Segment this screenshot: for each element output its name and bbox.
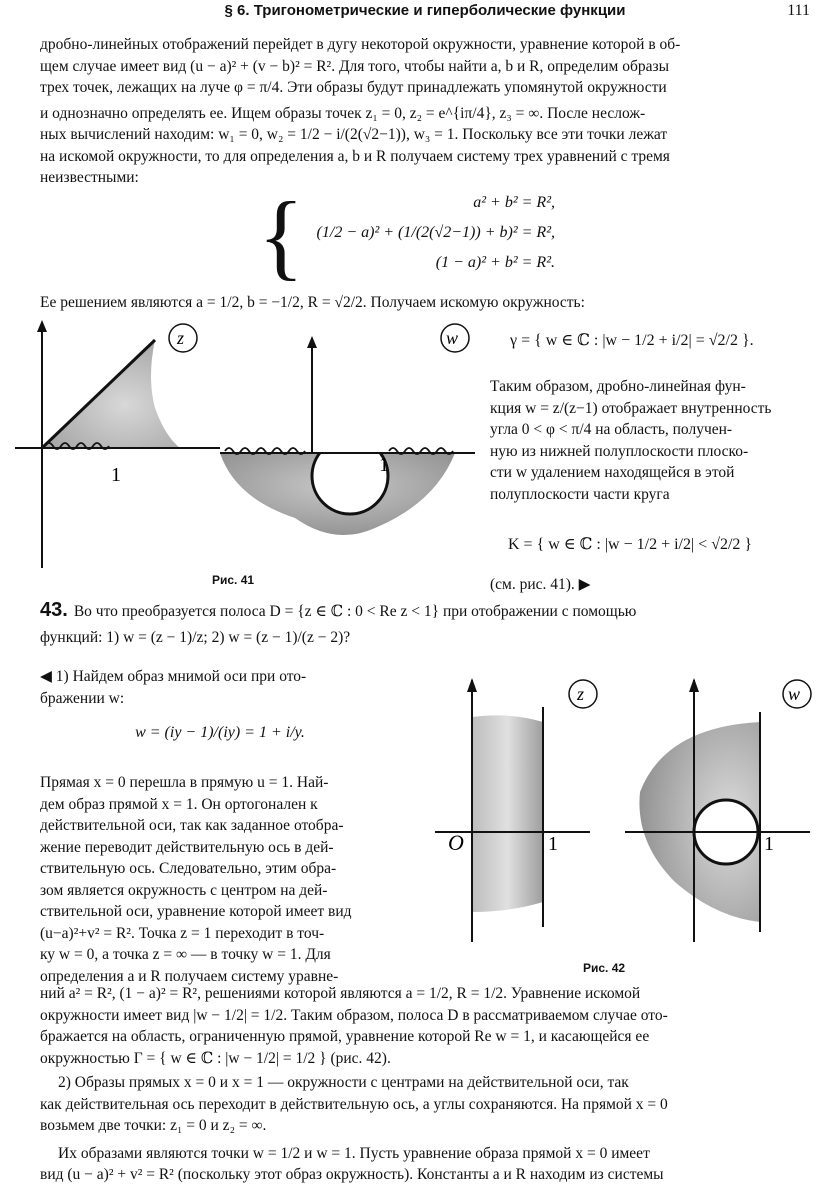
equation-line: (1/2 − a)² + (1/(2(√2−1)) + b)² = R², (316, 224, 555, 241)
formula-w: w = (iy − 1)/(iy) = 1 + i/y. (135, 724, 305, 741)
page-header (40, 2, 810, 24)
K-formula: K = { w ∈ ℂ : |w − 1/2 + i/2| < √2/2 } (508, 536, 753, 553)
text-line: бражении w: (40, 689, 125, 707)
text-line: ных вычислений находим: w₁ = 0, w₂ = 1/2 − i/(2(√2−1)), w₃ = 1. Поскольку все эти точки лежат (40, 126, 668, 143)
equation-system (285, 190, 555, 276)
fig41-reference: (см. рис. 41). ▶ (490, 576, 591, 593)
solution-1-end (40, 983, 814, 1069)
tick-1-w: 1 (764, 833, 774, 855)
text-line: бражается на область, ограниченную прямой, уравнение которой Re w = 1, и касающейся ее (40, 1028, 650, 1045)
text-line: дробно-линейных отображений перейдет в дугу некоторой окружности, уравнение которой в об- (40, 36, 681, 53)
text-line: Их образами являются точки w = 1/2 и w = 1. Пусть уравнение образа прямой x = 0 имеет (58, 1144, 650, 1162)
text-line: 2) Образы прямых x = 0 и x = 1 — окружности с центрами на действительной оси, так (58, 1074, 629, 1091)
equation-line: a² + b² = R², (473, 194, 555, 211)
equation-line: (1 − a)² + b² = R². (435, 254, 555, 271)
gamma-formula: γ = { w ∈ ℂ : |w − 1/2 + i/2| = √2/2 }. (510, 332, 754, 349)
text-line: Таким образом, дробно-линейная фун- (490, 378, 746, 395)
page-number: 111 (787, 2, 810, 19)
text-line: определения a и R получаем систему уравне- (40, 967, 339, 985)
solution-1-body (40, 772, 400, 987)
text-line: ствительной оси, уравнение которой имеет вид (40, 903, 352, 920)
strip-region (472, 715, 543, 912)
tick-1-z: 1 (548, 833, 558, 855)
text-line: щем случае имеет вид (u − a)² + (v − b)² = R². Для того, чтобы найти a, b и R, определим образы (40, 57, 670, 75)
figure-42-caption: Рис. 42 (583, 961, 626, 975)
text-line: сти w удалением находящейся в этой (490, 464, 735, 481)
text-line: ◀ 1) Найдем образ мнимой оси при ото- (40, 668, 307, 685)
origin-label: O (448, 830, 464, 855)
text-line: жение переводит действительную ось в дей- (40, 838, 334, 856)
label-w: w (788, 684, 801, 704)
text-line: возьмем две точки: z₁ = 0 и z₂ = ∞. (40, 1117, 267, 1134)
solution-line: Ее решением являются a = 1/2, b = −1/2, R = √2/2. Получаем искомую окружность: (40, 294, 585, 311)
problem-statement-2: функций: 1) w = (z − 1)/z; 2) w = (z − 1)/(z − 2)? (40, 628, 351, 646)
system-brace: { (258, 182, 305, 289)
text-line: ний a² = R², (1 − a)² = R², решениями которой являются a = 1/2, R = 1/2. Уравнение искомой (40, 985, 641, 1002)
text-line: угла 0 < φ < π/4 на область, получен- (490, 421, 733, 438)
text-line: Прямая x = 0 перешла в прямую u = 1. Най- (40, 774, 329, 791)
text-line: полуплоскости части круга (490, 485, 670, 503)
label-z: z (177, 328, 185, 348)
text-line: (u−a)²+v² = R². Точка z = 1 переходит в точ- (40, 924, 325, 942)
text-line: трех точек, лежащих на луче φ = π/4. Эти образы будут принадлежать упомянутой окружности (40, 79, 667, 96)
figure-41-caption: Рис. 41 (212, 573, 255, 587)
text-line: окружностью Γ = { w ∈ ℂ : |w − 1/2| = 1/2 } (рис. 42). (40, 1049, 391, 1067)
problem-statement: Во что преобразуется полоса D = {z ∈ ℂ : 0 < Re z < 1} при отображении с помощью (73, 603, 637, 620)
text-line: ку w = 0, а точка z = ∞ — в точку w = 1. Для (40, 946, 331, 963)
text-line: дем образ прямой x = 1. Он ортогонален к (40, 795, 318, 813)
text-line: как действительная ось переходит в действительную ось, а углы сохраняются. На прямой x = 0 (40, 1095, 668, 1113)
text-line: кция w = z/(z−1) отображает внутренность (490, 399, 772, 417)
problem-43 (40, 600, 814, 648)
text-line: вид (u − a)² + v² = R² (поскольку этот образ окружность). Константы a и R находим из системы (40, 1166, 664, 1183)
solution-2 (40, 1072, 814, 1186)
text-line: и однозначно определять ее. Ищем образы точек z₁ = 0, z₂ = e^{iπ/4}, z₃ = ∞. После неслож- (40, 104, 646, 122)
text-line: ную из нижней полуплоскости плоско- (490, 442, 749, 460)
section-title: § 6. Тригонометрические и гиперболические функции (224, 2, 626, 19)
text-line: ствительную ось. Следовательно, этим обра- (40, 860, 337, 877)
tick-1-w: 1 (379, 454, 389, 476)
paragraph-1 (40, 34, 814, 189)
label-w: w (446, 328, 459, 348)
figure-41 (15, 318, 485, 578)
problem-number: 43. (40, 599, 68, 621)
label-z: z (577, 684, 585, 704)
fig41-paragraph (490, 376, 814, 505)
figure-42 (415, 672, 815, 952)
text-line: неизвестными: (40, 169, 139, 186)
text-line: на искомой окружности, то для определения a, b и R получаем систему трех уравнений с тремя (40, 147, 670, 165)
text-line: действительной оси, так как заданное отобра- (40, 817, 344, 834)
text-line: зом является окружность с центром на дей- (40, 881, 328, 899)
angle-region (42, 340, 180, 448)
text-line: окружности имеет вид |w − 1/2| = 1/2. Таким образом, полоса D в рассматриваемом случае ото- (40, 1006, 668, 1024)
tick-1-z: 1 (111, 464, 121, 486)
solution-1-intro (40, 666, 400, 709)
